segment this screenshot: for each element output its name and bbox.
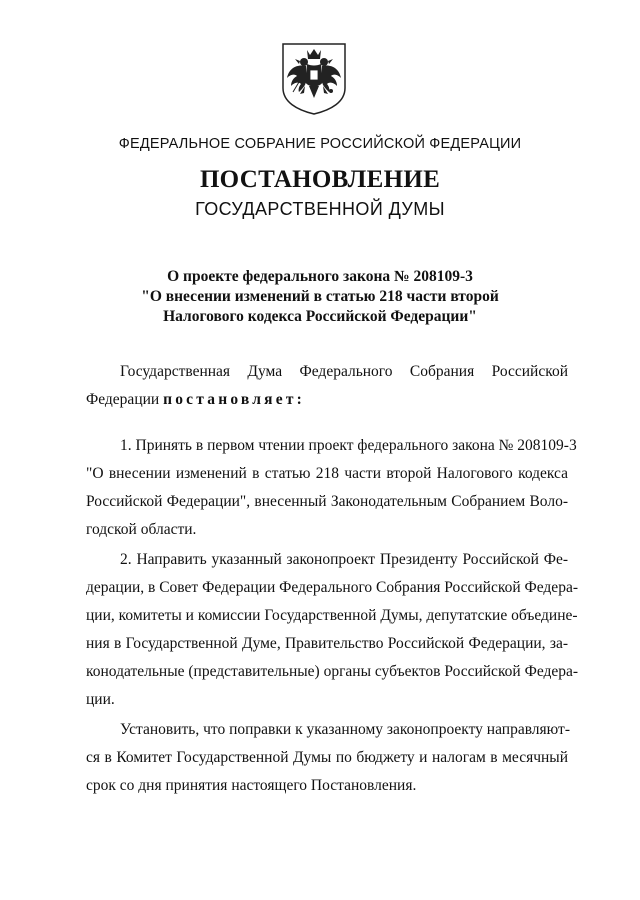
resolves-emphasis: постановляет: [163, 391, 305, 408]
paragraph-line: Российской Федерации", внесенный Законодательным Собранием Воло- [86, 493, 568, 510]
paragraph-line: 2. Направить указанный законопроект Президенту Российской Фе- [120, 551, 568, 568]
paragraph-line: Государственная Дума Федерального Собрания Российской [120, 363, 568, 380]
paragraph-line: конодательные (представительные) органы субъектов Российской Федера- [86, 663, 579, 680]
paragraph-line: ся в Комитет Государственной Думы по бюджету и налогам в месячный [86, 749, 568, 766]
preamble-prefix: Федерации [86, 391, 160, 408]
document-type-title: ПОСТАНОВЛЕНИЕ [199, 166, 441, 193]
paragraph-line: дерации, в Совет Федерации Федерального Собрания Российской Федера- [86, 579, 578, 596]
paragraph-line: ции. [86, 691, 115, 708]
resolution-item-1 [86, 432, 577, 544]
subject-line: Налогового кодекса Российской Федерации" [163, 308, 477, 325]
resolution-item-3 [86, 716, 568, 800]
paragraph-line: ния в Государственной Думе, Правительство Российской Федерации, за- [86, 635, 568, 652]
paragraph-line: годской области. [86, 521, 197, 538]
issuer-title: ГОСУДАРСТВЕННОЙ ДУМЫ [195, 199, 445, 219]
subject-line: "О внесении изменений в статью 218 части второй [141, 288, 499, 305]
preamble-paragraph [86, 358, 568, 414]
resolution-item-2 [86, 546, 579, 714]
subject-line: О проекте федерального закона № 208109-3 [167, 268, 473, 285]
paragraph-line [86, 386, 568, 414]
paragraph-line: 1. Принять в первом чтении проект федерального закона № 208109-3 [120, 437, 577, 454]
double-headed-eagle-icon [281, 42, 347, 116]
paragraph-line: срок со дня принятия настоящего Постановления. [86, 777, 417, 794]
document-subject [0, 267, 640, 327]
coat-of-arms-emblem [281, 42, 347, 116]
paragraph-line: Установить, что поправки к указанному законопроекту направляют- [120, 721, 570, 738]
federal-assembly-heading: ФЕДЕРАЛЬНОЕ СОБРАНИЕ РОССИЙСКОЙ ФЕДЕРАЦИИ [118, 136, 522, 152]
paragraph-line: ции, комитеты и комиссии Государственной Думы, депутатские объедине- [86, 607, 578, 624]
paragraph-line: "О внесении изменений в статью 218 части второй Налогового кодекса [86, 465, 568, 482]
